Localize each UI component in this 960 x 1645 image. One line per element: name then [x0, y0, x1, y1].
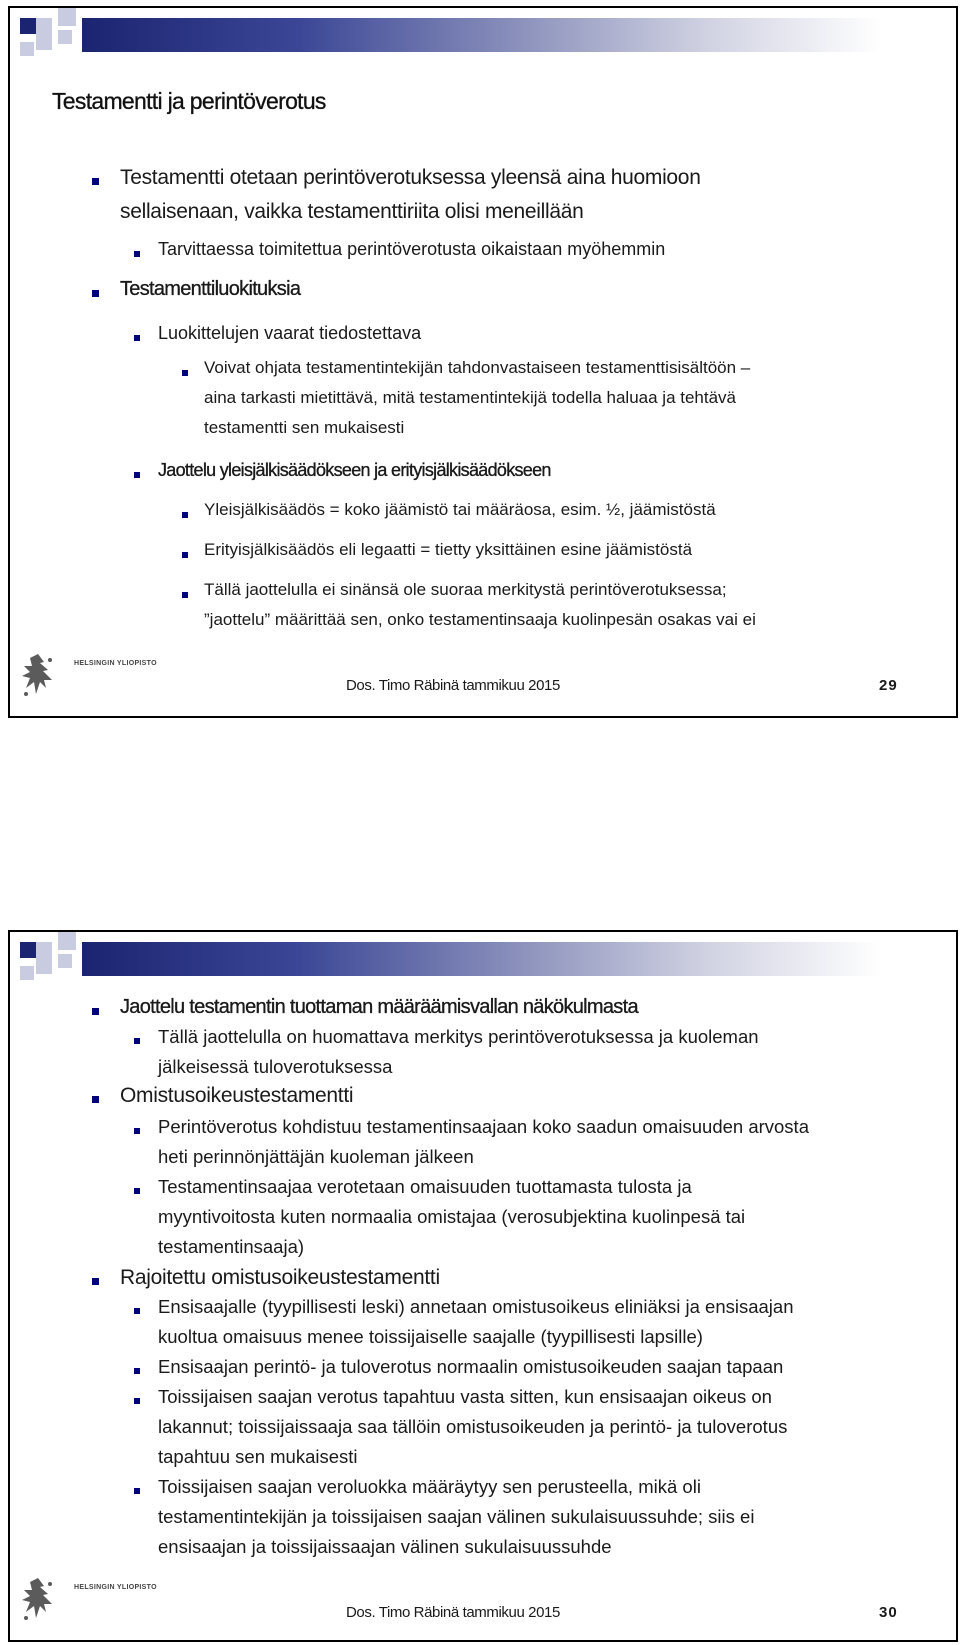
- deco-square: [58, 30, 72, 44]
- deco-square: [20, 966, 34, 980]
- footer-text: Dos. Timo Räbinä tammikuu 2015: [346, 1604, 560, 1621]
- list-item: ”jaottelu” määrittää sen, onko testamentinsaaja kuolinpesän osakas vai ei: [204, 610, 756, 629]
- slide-title: Testamentti ja perintöverotus: [52, 88, 326, 114]
- list-item: aina tarkasti mietittävä, mitä testamentintekijä todella haluaa ja tehtävä: [204, 388, 737, 407]
- deco-square: [20, 42, 34, 56]
- bullet-icon: [134, 472, 140, 478]
- list-item: Tällä jaottelulla on huomattava merkitys perintöverotuksessa ja kuoleman: [158, 1026, 759, 1047]
- list-item: testamentti sen mukaisesti: [204, 418, 405, 437]
- list-item: Voivat ohjata testamentintekijän tahdonvastaiseen testamenttisisältöön –: [204, 358, 751, 377]
- bullet-icon: [134, 1488, 140, 1494]
- list-item: heti perinnönjättäjän kuoleman jälkeen: [158, 1146, 474, 1167]
- list-item: testamentinsaaja): [158, 1236, 305, 1257]
- logo-emblem-icon: [18, 1572, 148, 1632]
- list-item: myyntivoitosta kuten normaalia omistajaa (verosubjektina kuolinpesä tai: [158, 1206, 746, 1227]
- bullet-icon: [92, 1008, 99, 1015]
- list-item: Omistusoikeustestamentti: [120, 1084, 354, 1107]
- deco-square: [36, 958, 52, 974]
- deco-square: [36, 942, 52, 958]
- bullet-icon: [134, 1398, 140, 1404]
- bullet-icon: [182, 552, 188, 558]
- logo-text: HELSINGIN YLIOPISTO: [74, 660, 157, 667]
- list-item: sellaisenaan, vaikka testamenttiriita olisi meneillään: [120, 200, 584, 223]
- bullet-icon: [134, 1188, 140, 1194]
- list-item: Erityisjälkisäädös eli legaatti = tietty yksittäinen esine jäämistöstä: [204, 540, 693, 559]
- footer-text: Dos. Timo Räbinä tammikuu 2015: [346, 677, 560, 694]
- list-item: Toissijaisen saajan veroluokka määräytyy sen perusteella, mikä oli: [158, 1476, 701, 1497]
- logo-emblem-icon: [18, 648, 148, 708]
- list-item: Tällä jaottelulla ei sinänsä ole suoraa merkitystä perintöverotuksessa;: [204, 580, 727, 599]
- bullet-icon: [92, 1278, 99, 1285]
- bullet-icon: [134, 251, 140, 257]
- bullet-icon: [92, 290, 99, 297]
- list-item: Yleisjälkisäädös = koko jäämistö tai määräosa, esim. ½, jäämistöstä: [204, 500, 716, 519]
- deco-square: [58, 954, 72, 968]
- page-number: 29: [879, 677, 898, 694]
- list-item: Luokittelujen vaarat tiedostettava: [158, 323, 422, 343]
- list-item: Ensisaajalle (tyypillisesti leski) annetaan omistusoikeus eliniäksi ja ensisaajan: [158, 1296, 794, 1317]
- deco-square: [36, 18, 52, 34]
- list-item: ensisaajan ja toissijaissaajan välinen sukulaisuussuhde: [158, 1536, 612, 1557]
- deco-square: [58, 932, 76, 950]
- list-item: Toissijaisen saajan verotus tapahtuu vasta sitten, kun ensisaajan oikeus on: [158, 1386, 772, 1407]
- slide-29: [8, 6, 958, 718]
- list-item: tapahtuu sen mukaisesti: [158, 1446, 358, 1467]
- list-item: Testamentti otetaan perintöverotuksessa yleensä aina huomioon: [120, 166, 701, 189]
- list-item: jälkeisessä tuloverotuksessa: [158, 1056, 393, 1077]
- bullet-icon: [182, 512, 188, 518]
- deco-square: [36, 34, 52, 50]
- bullet-icon: [134, 1038, 140, 1044]
- university-logo: [18, 1572, 157, 1632]
- bullet-icon: [134, 1128, 140, 1134]
- header-decoration: [10, 932, 956, 992]
- list-item: Ensisaajan perintö- ja tuloverotus normaalin omistusoikeuden saajan tapaan: [158, 1356, 784, 1377]
- list-item: Jaottelu yleisjälkisäädökseen ja erityisjälkisäädökseen: [158, 460, 551, 480]
- list-item: Testamentinsaajaa verotetaan omaisuuden tuottamasta tulosta ja: [158, 1176, 692, 1197]
- list-item: Perintöverotus kohdistuu testamentinsaajaan koko saadun omaisuuden arvosta: [158, 1116, 809, 1137]
- university-logo: [18, 648, 157, 708]
- bullet-icon: [134, 1368, 140, 1374]
- deco-square: [58, 8, 76, 26]
- header-decoration: [10, 8, 956, 68]
- list-item: Tarvittaessa toimitettua perintöverotusta oikaistaan myöhemmin: [158, 239, 666, 259]
- bullet-icon: [92, 1096, 99, 1103]
- list-item: Testamenttiluokituksia: [120, 278, 301, 300]
- list-item: Jaottelu testamentin tuottaman määräämisvallan näkökulmasta: [120, 996, 638, 1018]
- list-item: lakannut; toissijaissaaja saa tällöin omistusoikeuden ja perintö- ja tuloverotus: [158, 1416, 788, 1437]
- header-gradient-bar: [82, 18, 950, 52]
- deco-square: [20, 942, 36, 958]
- list-item: kuoltua omaisuus menee toissijaiselle saajalle (tyypillisesti lapsille): [158, 1326, 703, 1347]
- deco-square: [20, 18, 36, 34]
- bullet-icon: [134, 335, 140, 341]
- list-item: testamentintekijän ja toissijaisen saajan välinen sukulaisuussuhde; siis ei: [158, 1506, 755, 1527]
- header-gradient-bar: [82, 942, 950, 976]
- logo-text: HELSINGIN YLIOPISTO: [74, 1584, 157, 1591]
- list-item: Rajoitettu omistusoikeustestamentti: [120, 1266, 440, 1289]
- slide-30: [8, 930, 958, 1642]
- bullet-icon: [182, 370, 188, 376]
- page-number: 30: [879, 1604, 898, 1621]
- bullet-icon: [182, 592, 188, 598]
- bullet-icon: [134, 1308, 140, 1314]
- bullet-icon: [92, 178, 99, 185]
